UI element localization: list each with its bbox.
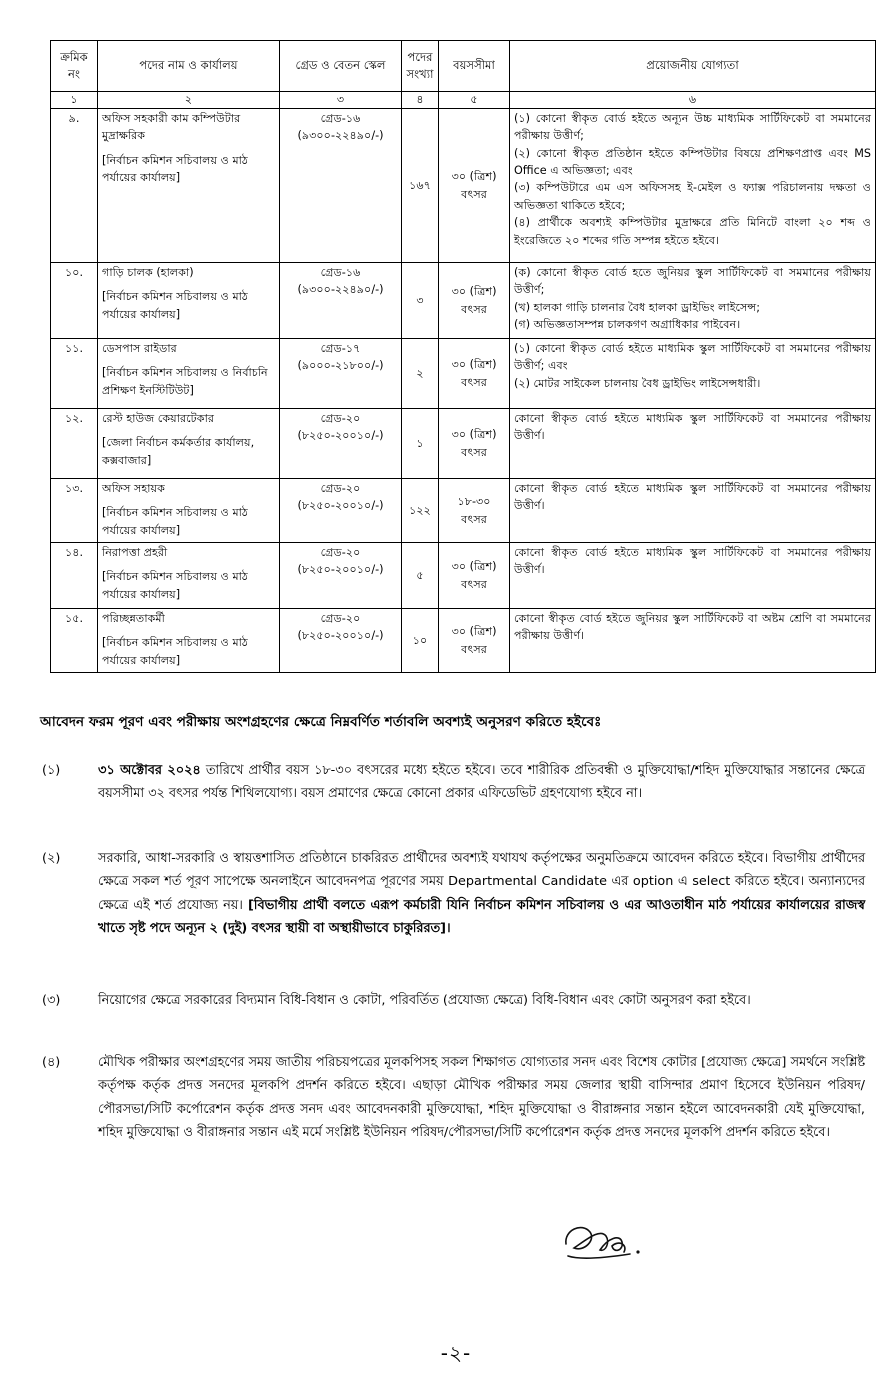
column-number: ১	[51, 92, 98, 109]
header-post: পদের নাম ও কার্যালয়	[98, 41, 280, 92]
condition-text	[98, 847, 865, 940]
condition-date: ৩১ অক্টোবর ২০২৪	[98, 763, 201, 778]
post-name: রেস্ট হাউজ কেয়ারটেকার	[102, 412, 214, 425]
cell-qualification	[510, 479, 876, 543]
qualification-line: (ক) কোনো স্বীকৃত বোর্ড হতে জুনিয়র স্কুল সার্টিফিকেট বা সমমানের পরীক্ষায় উত্তীর্ণ;	[514, 266, 871, 297]
cell-grade	[280, 543, 402, 609]
post-office: [নির্বাচন কমিশন সচিবালয় ও নির্বাচনি প্রশিক্ষণ ইনস্টিটিউট]	[102, 366, 268, 397]
cell-count: ৩	[402, 263, 439, 339]
column-number: ২	[98, 92, 280, 109]
cell-grade	[280, 609, 402, 673]
cell-count: ৫	[402, 543, 439, 609]
condition-3	[40, 989, 865, 1012]
grade-label: গ্রেড-১৬	[320, 266, 361, 279]
cell-sl: ৯.	[51, 109, 98, 263]
cell-count: ২	[402, 339, 439, 409]
table-row	[51, 109, 876, 263]
condition-text: নিয়োগের ক্ষেত্রে সরকারের বিদ্যমান বিধি-বিধান ও কোটা, পরিবর্তিত (প্রযোজ্য ক্ষেত্রে) বিধি-বিধান এবং কোটা অনুসরণ করা হইবে।	[98, 993, 751, 1008]
cell-qualification	[510, 409, 876, 479]
cell-count: ১৬৭	[402, 109, 439, 263]
condition-body: তারিখে প্রার্থীর বয়স ১৮-৩০ বৎসরের মধ্যে হইতে হইবে। তবে শারীরিক প্রতিবন্ধী ও মুক্তিযোদ্ধা/শহিদ মুক্তিযোদ্ধার সন্তানের ক্ষেত্রে বয়সসীমা ৩২ বৎসর পর্যন্ত শিথিলযোগ্য। বয়স প্রমাণের ক্ষেত্রে কোনো প্রকার এফিডেভিট গ্রহণযোগ্য হইবে না।	[98, 763, 865, 802]
cell-grade	[280, 109, 402, 263]
cell-age: ৩০ (ত্রিশ) বৎসর	[439, 609, 510, 673]
table-header-row	[51, 41, 876, 92]
condition-number: (১)	[42, 763, 61, 778]
qualification-line: (৩) কম্পিউটারে এম এস অফিসসহ ই-মেইল ও ফ্যাক্স পরিচালনায় দক্ষতা ও অভিজ্ঞতা থাকিতে হইবে;	[514, 181, 871, 212]
table-row	[51, 409, 876, 479]
cell-post	[98, 263, 280, 339]
cell-qualification	[510, 339, 876, 409]
cell-grade	[280, 479, 402, 543]
grade-label: গ্রেড-২০	[320, 612, 361, 625]
qualification-line: কোনো স্বীকৃত বোর্ড হইতে মাধ্যমিক স্কুল সার্টিফিকেট বা সমমানের পরীক্ষায় উত্তীর্ণ।	[514, 546, 871, 577]
condition-body: সরকারি, আধা-সরকারি ও স্বায়ত্তশাসিত প্রতিষ্ঠানে চাকরিরত প্রার্থীদের অবশ্যই যথাযথ কর্তৃপক্ষের অনুমতিক্রমে আবেদন করিতে হইবে। বিভাগীয় প্রার্থীদের ক্ষেত্রে সকল শর্ত পূরণ সাপেক্ষে অনলাইনে আবেদনপত্র পূরণের সময় Departmental Candidate এর option এ select করিতে হইবে। অন্যান্যদের ক্ষেত্রে এই শর্ত প্রযোজ্য নয়।	[98, 851, 865, 913]
grade-label: গ্রেড-২০	[320, 412, 361, 425]
qualification-line: কোনো স্বীকৃত বোর্ড হইতে মাধ্যমিক স্কুল সার্টিফিকেট বা সমমানের পরীক্ষায় উত্তীর্ণ।	[514, 482, 871, 513]
header-qualification: প্রয়োজনীয় যোগ্যতা	[510, 41, 876, 92]
table-row	[51, 263, 876, 339]
post-office: [নির্বাচন কমিশন সচিবালয় ও মাঠ পর্যায়ের কার্যালয়]	[102, 636, 248, 667]
condition-4	[40, 1051, 865, 1144]
post-name: পরিচ্ছন্নতাকর্মী	[102, 612, 165, 625]
condition-2	[40, 847, 865, 940]
header-grade: গ্রেড ও বেতন স্কেল	[280, 41, 402, 92]
header-count: পদের সংখ্যা	[402, 41, 439, 92]
cell-post	[98, 479, 280, 543]
qualification-line: (২) কোনো স্বীকৃত প্রতিষ্ঠান হইতে কম্পিউটার বিষয়ে প্রশিক্ষণপ্রাপ্ত এবং MS Office এ অভিজ্ঞতা; এবং	[514, 146, 871, 178]
grade-label: গ্রেড-২০	[320, 482, 361, 495]
cell-sl: ১৪.	[51, 543, 98, 609]
signature-image	[560, 1218, 650, 1262]
qualification-line: (২) মোটর সাইকেল চালনায় বৈধ ড্রাইভিং লাইসেন্সধারী।	[514, 376, 761, 390]
condition-text	[98, 759, 865, 806]
cell-qualification	[510, 543, 876, 609]
pay-scale: (৮২৫০-২০০১০/-)	[297, 499, 384, 513]
table-row	[51, 609, 876, 673]
pay-scale: (৯৩০০-২২৪৯০/-)	[297, 283, 384, 297]
qualification-line: (খ) হালকা গাড়ি চালনার বৈধ হালকা ড্রাইভিং লাইসেন্স;	[514, 300, 760, 314]
post-office: [জেলা নির্বাচন কর্মকর্তার কার্যালয়, কক্সবাজার]	[102, 436, 255, 467]
cell-qualification	[510, 609, 876, 673]
condition-number: (৩)	[42, 993, 61, 1008]
pay-scale: (৯৩০০-২২৪৯০/-)	[297, 129, 384, 143]
post-office: [নির্বাচন কমিশন সচিবালয় ও মাঠ পর্যায়ের কার্যালয়]	[102, 153, 248, 185]
post-office: [নির্বাচন কমিশন সচিবালয় ও মাঠ পর্যায়ের কার্যালয়]	[102, 506, 248, 537]
post-name: গাড়ি চালক (হালকা)	[102, 266, 194, 279]
grade-label: গ্রেড-২০	[320, 546, 361, 559]
column-number: ৬	[510, 92, 876, 109]
vacancy-table-body	[51, 109, 876, 673]
qualification-line: (১) কোনো স্বীকৃত বোর্ড হইতে অন্যূন উচ্চ মাধ্যমিক সার্টিফিকেট বা সমমানের পরীক্ষায় উত্তীর্ণ;	[514, 112, 871, 143]
qualification-line: (গ) অভিজ্ঞতাসম্পন্ন চালকগণ অগ্রাধিকার পাইবেন।	[514, 318, 741, 332]
cell-count: ১০	[402, 609, 439, 673]
cell-sl: ১২.	[51, 409, 98, 479]
qualification-line: (১) কোনো স্বীকৃত বোর্ড হইতে মাধ্যমিক স্কুল সার্টিফিকেট বা সমমানের পরীক্ষায় উত্তীর্ণ; এবং	[514, 342, 871, 373]
cell-post	[98, 609, 280, 673]
cell-count: ১২২	[402, 479, 439, 543]
pay-scale: (৮২৫০-২০০১০/-)	[297, 629, 384, 643]
grade-label: গ্রেড-১৬	[320, 112, 361, 125]
condition-text: মৌখিক পরীক্ষার অংশগ্রহণের সময় জাতীয় পরিচয়পত্রের মূলকপিসহ সকল শিক্ষাগত যোগ্যতার সনদ এবং বিশেষ কোটার [প্রযোজ্য ক্ষেত্রে] সমর্থনে সংশ্লিষ্ট কর্তৃপক্ষ কর্তৃক প্রদত্ত সনদের মূলকপি প্রদর্শন করিতে হইবে। এছাড়া মৌখিক পরীক্ষার সময় জেলার স্থায়ী বাসিন্দার প্রমাণ হিসেবে ইউনিয়ন পরিষদ/পৌরসভা/সিটি কর্পোরেশন কর্তৃক প্রদত্ত সনদ এবং আবেদনকারী মুক্তিযোদ্ধা, শহিদ মুক্তিযোদ্ধা ও বীরাঙ্গনার সন্তান হইলে আবেদনকারী যেই মুক্তিযোদ্ধা, শহিদ মুক্তিযোদ্ধা ও বীরাঙ্গনার সন্তান এই মর্মে সংশ্লিষ্ট ইউনিয়ন পরিষদ/পৌরসভা/সিটি কর্পোরেশন কর্তৃক প্রদত্ত সনদের মূলকপি প্রদর্শন করিতে হইবে।	[98, 1055, 865, 1140]
header-sl: ক্রমিক নং	[51, 41, 98, 92]
qualification-line: (৪) প্রার্থীকে অবশ্যই কম্পিউটার মুদ্রাক্ষরে প্রতি মিনিটে বাংলা ২০ শব্দ ও ইংরেজিতে ২০ শব্দের গতি সম্পন্ন হইতে হইবে।	[514, 216, 871, 247]
cell-count: ১	[402, 409, 439, 479]
cell-age: ১৮-৩০ বৎসর	[439, 479, 510, 543]
cell-grade	[280, 409, 402, 479]
post-name: ডেসপাস রাইডার	[102, 342, 177, 355]
cell-post	[98, 543, 280, 609]
qualification-line: কোনো স্বীকৃত বোর্ড হইতে জুনিয়র স্কুল সার্টিফিকেট বা অষ্টম শ্রেণি বা সমমানের পরীক্ষায় উত্তীর্ণ।	[514, 612, 871, 643]
column-number: ৪	[402, 92, 439, 109]
post-office: [নির্বাচন কমিশন সচিবালয় ও মাঠ পর্যায়ের কার্যালয়]	[102, 290, 248, 321]
pay-scale: (৯০০০-২১৮০০/-)	[297, 359, 384, 373]
table-row	[51, 543, 876, 609]
cell-grade	[280, 263, 402, 339]
vacancy-table	[50, 40, 876, 673]
cell-sl: ১৩.	[51, 479, 98, 543]
cell-age: ৩০ (ত্রিশ) বৎসর	[439, 543, 510, 609]
condition-bold-note: [বিভাগীয় প্রার্থী বলতে এরূপ কর্মচারী যিনি নির্বাচন কমিশন সচিবালয় ও এর আওতাধীন মাঠ পর্যায়ের কার্যালয়ের রাজস্ব খাতে সৃষ্ট পদে অন্যূন ২ (দুই) বৎসর স্থায়ী বা অস্থায়ীভাবে চাকুরিরত]।	[98, 897, 865, 936]
header-age: বয়সসীমা	[439, 41, 510, 92]
cell-age: ৩০ (ত্রিশ) বৎসর	[439, 263, 510, 339]
cell-post	[98, 339, 280, 409]
condition-1	[40, 759, 865, 806]
post-office: [নির্বাচন কমিশন সচিবালয় ও মাঠ পর্যায়ের কার্যালয়]	[102, 570, 248, 601]
cell-sl: ১৫.	[51, 609, 98, 673]
condition-number: (২)	[42, 851, 61, 866]
post-name: অফিস সহায়ক	[102, 482, 165, 495]
post-name: নিরাপত্তা প্রহরী	[102, 546, 168, 559]
condition-number: (৪)	[42, 1055, 61, 1070]
column-number: ৩	[280, 92, 402, 109]
table-row	[51, 479, 876, 543]
table-row	[51, 339, 876, 409]
column-number: ৫	[439, 92, 510, 109]
cell-sl: ১১.	[51, 339, 98, 409]
conditions-heading: আবেদন ফরম পূরণ এবং পরীক্ষায় অংশগ্রহণের ক্ষেত্রে নিম্নবর্ণিত শর্তাবলি অবশ্যই অনুসরণ করিতে হইবেঃ	[40, 714, 602, 730]
cell-qualification	[510, 263, 876, 339]
cell-post	[98, 109, 280, 263]
cell-age: ৩০ (ত্রিশ) বৎসর	[439, 339, 510, 409]
qualification-line: কোনো স্বীকৃত বোর্ড হইতে মাধ্যমিক স্কুল সার্টিফিকেট বা সমমানের পরীক্ষায় উত্তীর্ণ।	[514, 412, 871, 443]
grade-label: গ্রেড-১৭	[320, 342, 361, 355]
pay-scale: (৮২৫০-২০০১০/-)	[297, 563, 384, 577]
post-name: অফিস সহকারী কাম কম্পিউটার মুদ্রাক্ষরিক	[102, 112, 241, 143]
cell-sl: ১০.	[51, 263, 98, 339]
page-number: -২-	[440, 1341, 472, 1365]
cell-qualification	[510, 109, 876, 263]
pay-scale: (৮২৫০-২০০১০/-)	[297, 429, 384, 443]
cell-grade	[280, 339, 402, 409]
cell-age: ৩০ (ত্রিশ) বৎসর	[439, 409, 510, 479]
cell-age: ৩০ (ত্রিশ) বৎসর	[439, 109, 510, 263]
cell-post	[98, 409, 280, 479]
column-number-row	[51, 92, 876, 109]
